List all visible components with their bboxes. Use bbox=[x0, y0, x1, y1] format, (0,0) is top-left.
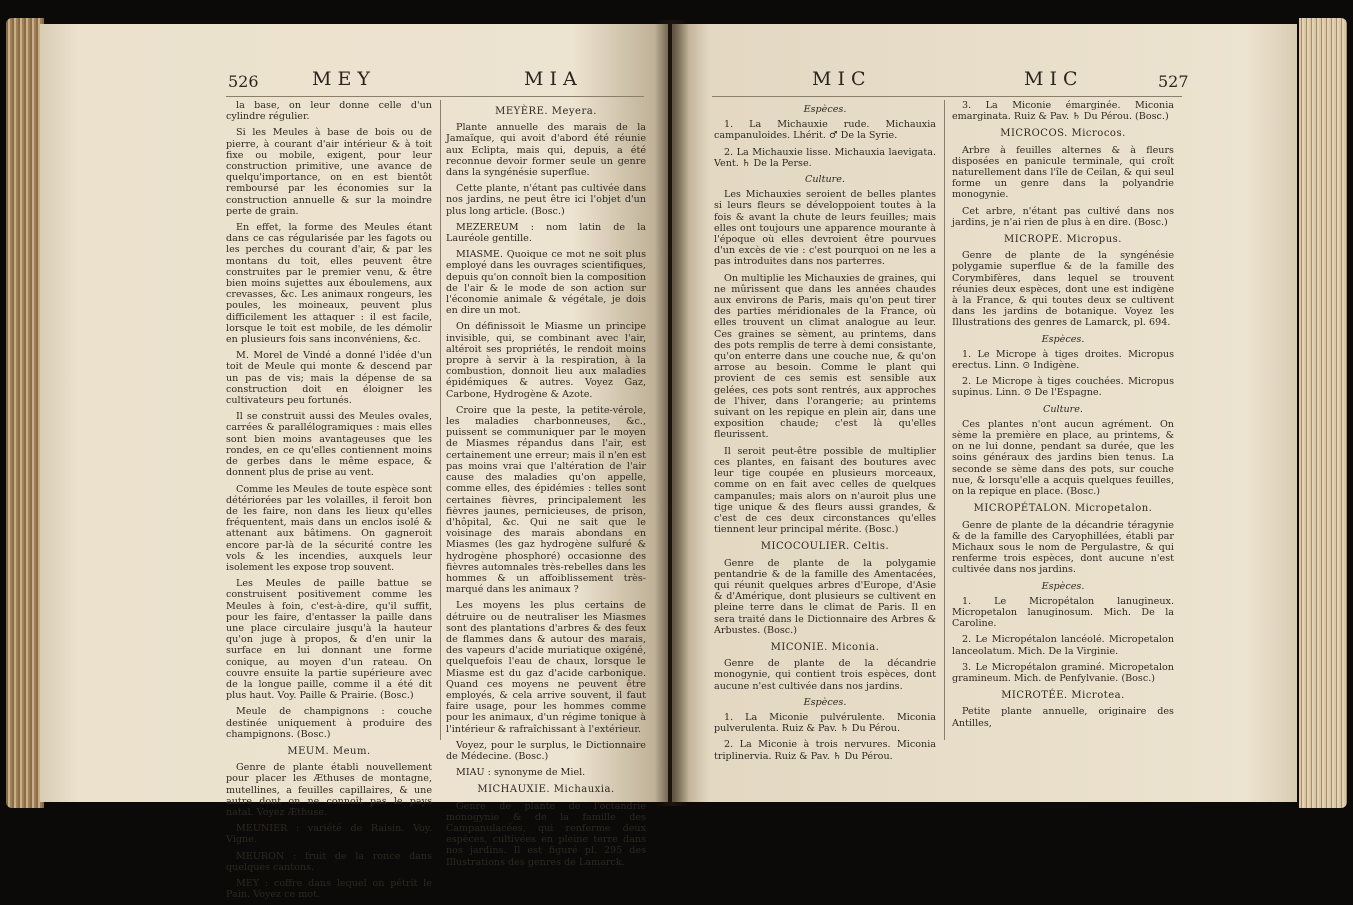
paragraph: 2. La Miconie à trois nervures. Miconia triplinervia. Ruiz & Pav. ♄ Du Pérou. bbox=[714, 739, 936, 762]
section-subheading: Espèces. bbox=[1041, 580, 1085, 592]
paragraph: Arbre à feuilles alternes & à fleurs disposées en panicule terminale, qui croît naturellement dans l'île de Ceilan, & qui seul forme un genre dans la polyandrie monogynie. bbox=[952, 144, 1174, 201]
paragraph: Les moyens les plus certains de détruire ou de neutraliser les Miasmes sont des plantations d'arbres & des feux de flammes dans & autour des marais, des vapeurs d'acide muriatique oxigéné, quelquefois l'eau de chaux, lorsque le Miasme est du gaz d'acide carbonique. Quand ces moyens ne peuvent être employés, & cela arrive souvent, il faut faire usage, pour les hommes comme pour les animaux, d'un régime tonique à l'intérieur & rafraîchissant à l'extérieur. bbox=[446, 600, 646, 735]
header-rule bbox=[226, 96, 644, 97]
paragraph: Genre de plante de la syngénésie polygamie superflue & de la famille des Corymbifères, dans lequel se trouvent réunies deux espèces, dont une est indigène à la France, & qui toutes deux se cultivent dans les jardins de botanique. Voyez les Illustrations des genres de Lamarck, pl. 694. bbox=[952, 250, 1174, 329]
page-number-right: 527 bbox=[1158, 72, 1189, 91]
paragraph: Il se construit aussi des Meules ovales, carrées & parallélogramiques : mais elles sont bien moins avantageuses que les rondes, en ce qu'elles contiennent moins de gerbes dans le même espace, & donnent plus de prise au vent. bbox=[226, 411, 432, 479]
paragraph: Meule de champignons : couche destinée uniquement à produire des champignons. (Bosc.) bbox=[226, 706, 432, 740]
paragraph: 2. Le Micropétalon lancéolé. Micropetalon lanceolatum. Mich. De la Virginie. bbox=[952, 634, 1174, 657]
paragraph: 1. La Miconie pulvérulente. Miconia pulverulenta. Ruiz & Pav. ♄ Du Pérou. bbox=[714, 711, 936, 735]
left-column-2 bbox=[446, 100, 646, 873]
section-subheading: Espèces. bbox=[803, 696, 847, 708]
paragraph: Genre de plante de l'octandrie monogynie & de la famille des Campanulacées, qui renferme deux espèces, cultivées en pleine terre dans nos jardins. Il est figuré pl. 295 des Illustrations des genres de Lamarck. bbox=[446, 800, 646, 868]
paragraph: Genre de plante établi nouvellement pour placer les Æthuses de montagne, mutellines, a feuilles capillaires, & une autre dont on ne connoît pas le pays natal. Voyez Æthuse. bbox=[226, 762, 432, 818]
left-column-1 bbox=[226, 100, 432, 905]
paragraph: MIAU : synonyme de Miel. bbox=[456, 767, 586, 779]
paragraph: 1. Le Micropétalon lanugineux. Micropetalon lanuginosum. Mich. De la Caroline. bbox=[952, 595, 1174, 630]
paragraph: 1. Le Micrope à tiges droites. Micropus erectus. Linn. ⊙ Indigène. bbox=[952, 348, 1174, 372]
paragraph: Croire que la peste, la petite-vérole, les maladies charbonneuses, &c., puissent se communiquer par le moyen de Miasmes répandus dans l'air, est certainement une erreur; mais il n'en est pas moins vrai que l'altération de l'air cause des maladies qu'on appelle, comme elles, des épidémies : telles sont certaines fièvres, principalement les fièvres jaunes, pernicieuses, de prison, d'hôpital, &c. Qui ne sait que le voisinage des marais abondans en Miasmes (les gaz hydrogène sulfuré & hydrogène phosphoré) occasionne des fièvres automnales très-rebelles dans les hommes & un affoiblissement très-marqué dans les animaux ? bbox=[446, 404, 646, 596]
paragraph: En effet, la forme des Meules étant dans ce cas régularisée par les fagots ou les perches du courant d'air, & par les montans du toit, elles peuvent être construites par le premier venu, & être bien moins sujettes aux éboulemens, aux crevasses, &c. Les animaux rongeurs, les poules, les moineaux, peuvent plus difficilement les attaquer : il est facile, lorsque le toit est mobile, de les démolir en plusieurs fois sans inconvéniens, &c. bbox=[226, 222, 432, 346]
paragraph: On multiplie les Michauxies de graines, qui ne mûrissent que dans les années chaudes aux environs de Paris, mais qu'on peut tirer des parties méridionales de la France, où elles trouvent un climat analogue au leur. Ces graines se sèment, au printems, dans des pots remplis de terre à demi consistante, qu'on enterre dans une couche nue, & qu'on arrose au besoin. Comme le plant qui provient de ces semis est sensible aux gelées, ces pots sont rentrés, aux approches de l'hiver, dans l'orangerie; au printems suivant on les repique en plein air, dans une exposition chaude; c'est là qu'elles fleurissent. bbox=[714, 272, 936, 441]
running-head-right: MIA bbox=[524, 68, 583, 90]
paragraph: 3. Le Micropétalon graminé. Micropetalon gramineum. Mich. de Penfylvanie. (Bosc.) bbox=[952, 661, 1174, 684]
paragraph: MEZEREUM : nom latin de la Lauréole gentille. bbox=[446, 221, 646, 245]
paragraph: Comme les Meules de toute espèce sont détériorées par les volailles, il feroit bon de les faire, non dans les lieux qu'elles fréquentent, mais dans un enclos isolé & attenant aux bâtimens. On gagneroit encore par-là de la sécurité contre les vols & les incendies, auxquels leur isolement les expose trop souvent. bbox=[226, 483, 432, 573]
right-page bbox=[672, 24, 1297, 802]
entry-heading: MICROCOS. Microcos. bbox=[1000, 128, 1126, 140]
page-number-left: 526 bbox=[228, 72, 259, 91]
section-subheading: Culture. bbox=[1043, 403, 1083, 415]
paragraph: Plante annuelle des marais de la Jamaïque, qui avoit d'abord été réunie aux Eclipta, mais qui, depuis, a été reconnue devoir former seule un genre dans la syngénésie superflue. bbox=[446, 122, 646, 179]
paragraph: Petite plante annuelle, originaire des Antilles, bbox=[952, 706, 1174, 729]
entry-heading: MICROPÉTALON. Micropetalon. bbox=[973, 503, 1153, 515]
paragraph: Les Meules de paille battue se construisent positivement comme les Meules à foin, c'est-à-dire, qu'il suffit, pour les faire, d'entasser la paille dans une place circulaire jusqu'à la hauteur qu'on juge à propos, & d'en unir la surface en lui donnant une forme conique, au moyen d'un rateau. On couvre ensuite la partie supérieure avec de la longue paille, comme il a été dit plus haut. Voy. Paille & Prairie. (Bosc.) bbox=[226, 578, 432, 702]
paragraph: 3. La Miconie émarginée. Miconia emarginata. Ruiz & Pav. ♄ Du Pérou. (Bosc.) bbox=[952, 100, 1174, 123]
running-head-left: MEY bbox=[312, 68, 376, 90]
column-rule bbox=[944, 100, 945, 740]
paragraph: la base, on leur donne celle d'un cylindre régulier. bbox=[226, 100, 432, 123]
header-rule bbox=[712, 96, 1182, 97]
paragraph: 1. La Michauxie rude. Michauxia campanuloides. Lhérit. ♂ De la Syrie. bbox=[714, 119, 936, 142]
paragraph: Cet arbre, n'étant pas cultivé dans nos jardins, je n'ai rien de plus à en dire. (Bosc.) bbox=[952, 205, 1174, 228]
running-head-left: MIC bbox=[812, 68, 872, 90]
paragraph: Les Michauxies seroient de belles plantes si leurs fleurs se développoient toutes à la fois & avant la chute de leurs feuilles; mais elles ont toujours une apparence mourante à l'époque où elles devroient être pourvues d'un excès de vie : c'est pourquoi on ne les a pas introduites dans nos parterres. bbox=[714, 189, 936, 268]
book-gutter bbox=[655, 20, 689, 806]
left-page-edges bbox=[6, 18, 44, 808]
right-page-edges bbox=[1299, 18, 1347, 808]
paragraph: Voyez, pour le surplus, le Dictionnaire de Médecine. (Bosc.) bbox=[446, 739, 646, 762]
running-head-right: MIC bbox=[1024, 68, 1084, 90]
section-subheading: Culture. bbox=[805, 174, 845, 186]
section-subheading: Espèces. bbox=[1041, 333, 1085, 345]
paragraph: Genre de plante de la polygamie pentandrie & de la famille des Amentacées, qui réunit quelques arbres d'Europe, d'Asie & d'Amérique, dont plusieurs se cultivent en pleine terre dans le climat de Paris. Il en sera traité dans le Dictionnaire des Arbres & Arbustes. (Bosc.) bbox=[714, 557, 936, 636]
section-subheading: Espèces. bbox=[803, 104, 847, 115]
paragraph: On définissoit le Miasme un principe invisible, qui, se combinant avec l'air, altéroit ses propriétés, le rendoit moins propre à servir à la respiration, à la combustion, donnoit lieu aux maladies épidémiques & autres. Voyez Gaz, Carbone, Hydrogène & Azote. bbox=[446, 321, 646, 400]
paragraph: MIASME. Quoique ce mot ne soit plus employé dans les ouvrages scientifiques, depuis qu'on connoît bien la composition de l'air & le mode de son action sur l'économie animale & végétale, je dois en dire un mot. bbox=[446, 249, 646, 317]
right-column-2 bbox=[952, 100, 1174, 734]
paragraph: Il seroit peut-être possible de multiplier ces plantes, en faisant des boutures avec leur tige coupée en plusieurs morceaux, comme on en fait avec celles de quelques campanules; mais alors on n'auroit plus une tige unique & des fleurs aussi grandes, & c'est de ces deux circonstances qu'elles tiennent leur principal mérite. (Bosc.) bbox=[714, 445, 936, 536]
paragraph: Ces plantes n'ont aucun agrément. On sème la première en place, au printems, & on ne lui donne, pendant sa durée, que les soins généraux des jardins bien tenus. La seconde se sème dans des pots, sur couche nue, & lorsqu'elle a acquis quelques feuilles, on la repique en place. (Bosc.) bbox=[952, 418, 1174, 498]
paragraph: MEURON : fruit de la ronce dans quelques cantons. bbox=[226, 850, 432, 873]
paragraph: MEY : coffre dans lequel on pétrit le Pain. Voyez ce mot. bbox=[226, 878, 432, 901]
paragraph: 2. La Michauxie lisse. Michauxia laevigata. Vent. ♄ De la Perse. bbox=[714, 146, 936, 169]
entry-heading: MICROTÉE. Microtea. bbox=[1001, 690, 1125, 702]
entry-heading: MEYÈRE. Meyera. bbox=[495, 106, 597, 117]
paragraph: Genre de plante de la décandrie monogynie, qui contient trois espèces, dont aucune n'est cultivée dans nos jardins. bbox=[714, 658, 936, 692]
paragraph: Cette plante, n'étant pas cultivée dans nos jardins, ne peut être ici l'objet d'un plus long article. (Bosc.) bbox=[446, 183, 646, 217]
paragraph: Si les Meules à base de bois ou de pierre, à courant d'air intérieur & à toit fixe ou mobile, exigent, pour leur construction primitive, une avance de quelqu'importance, on en est bientôt remboursé par les économies sur la construction annuelle & sur la moindre perte de grain. bbox=[226, 127, 432, 217]
entry-heading: MICOCOULIER. Celtis. bbox=[760, 541, 890, 553]
entry-heading: MEUM. Meum. bbox=[287, 745, 371, 757]
paragraph: Genre de plante de la décandrie téragynie & de la famille des Caryophillées, établi par Michaux sous le nom de Pergulastre, & qui renferme trois espèces, dont aucune n'est cultivée dans nos jardins. bbox=[952, 519, 1174, 576]
paragraph: MEUNIER : variété de Raisin. Voy. Vigne. bbox=[226, 823, 432, 846]
right-column-1 bbox=[714, 100, 936, 767]
entry-heading: MICROPE. Micropus. bbox=[1004, 234, 1122, 246]
left-page bbox=[40, 24, 668, 901]
column-rule bbox=[440, 100, 441, 740]
paragraph: 2. Le Micrope à tiges couchées. Micropus supinus. Linn. ⊙ De l'Espagne. bbox=[952, 376, 1174, 399]
entry-heading: MICONIE. Miconia. bbox=[770, 641, 880, 653]
entry-heading: MICHAUXIE. Michauxia. bbox=[477, 784, 615, 796]
paragraph: M. Morel de Vindé a donné l'idée d'un toit de Meule qui monte & descend par un pas de vis; mais la dépense de sa construction doit en éloigner les cultivateurs peu fortunés. bbox=[226, 350, 432, 407]
